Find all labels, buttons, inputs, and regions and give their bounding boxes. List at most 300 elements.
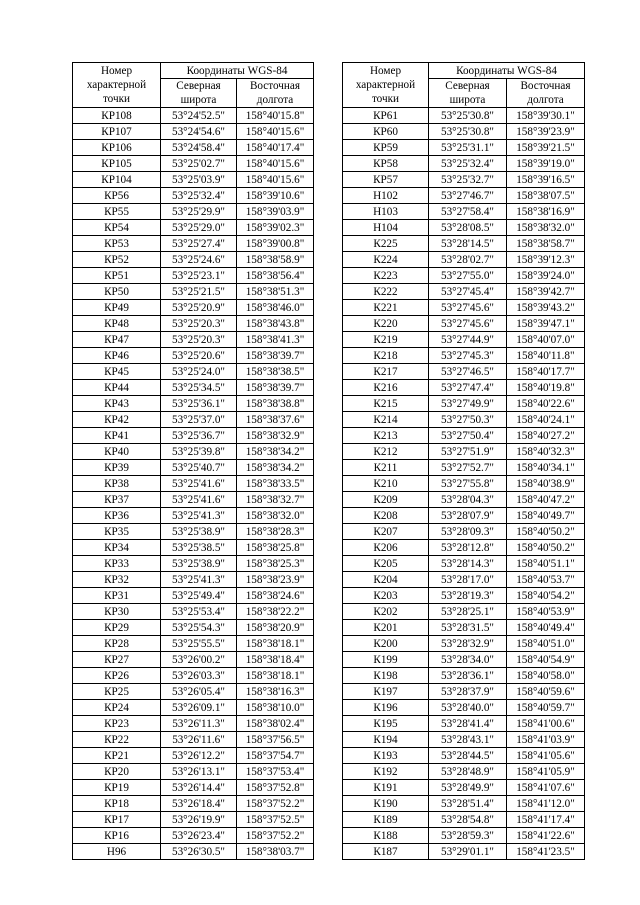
latitude-cell: 53°29'01.1" — [429, 844, 507, 860]
point-id-cell: КР27 — [73, 652, 161, 668]
longitude-cell: 158°39'24.0" — [507, 268, 585, 284]
table-row — [73, 604, 314, 620]
latitude-cell: 53°25'37.0" — [161, 412, 237, 428]
point-id-cell: КР31 — [73, 588, 161, 604]
longitude-cell: 158°40'58.0" — [507, 668, 585, 684]
table-row — [73, 572, 314, 588]
point-id-cell: КР48 — [73, 316, 161, 332]
latitude-cell: 53°28'14.5" — [429, 236, 507, 252]
latitude-cell: 53°28'12.8" — [429, 540, 507, 556]
point-id-cell: К196 — [343, 700, 429, 716]
latitude-cell: 53°28'02.7" — [429, 252, 507, 268]
longitude-cell: 158°41'05.9" — [507, 764, 585, 780]
longitude-cell: 158°40'15.8" — [237, 108, 314, 124]
table-row — [73, 716, 314, 732]
longitude-cell: 158°37'54.7" — [237, 748, 314, 764]
point-id-cell: КР30 — [73, 604, 161, 620]
longitude-cell: 158°38'46.0" — [237, 300, 314, 316]
longitude-cell: 158°41'23.5" — [507, 844, 585, 860]
longitude-cell: 158°38'58.9" — [237, 252, 314, 268]
point-id-cell: К204 — [343, 572, 429, 588]
latitude-cell: 53°28'36.1" — [429, 668, 507, 684]
latitude-cell: 53°25'36.1" — [161, 396, 237, 412]
point-id-cell: КР37 — [73, 492, 161, 508]
latitude-cell: 53°28'09.3" — [429, 524, 507, 540]
table-row — [343, 300, 585, 316]
longitude-cell: 158°40'50.2" — [507, 540, 585, 556]
longitude-cell: 158°40'49.7" — [507, 508, 585, 524]
point-id-cell: КР53 — [73, 236, 161, 252]
longitude-cell: 158°39'21.5" — [507, 140, 585, 156]
table-row — [343, 428, 585, 444]
point-id-cell: К216 — [343, 380, 429, 396]
point-id-cell: К187 — [343, 844, 429, 860]
coordinates-table-right — [342, 62, 585, 860]
longitude-cell: 158°38'02.4" — [237, 716, 314, 732]
table-row — [73, 204, 314, 220]
point-id-cell: КР23 — [73, 716, 161, 732]
longitude-cell: 158°38'34.2" — [237, 444, 314, 460]
table-row — [343, 844, 585, 860]
latitude-cell: 53°27'45.6" — [429, 300, 507, 316]
table-row — [343, 748, 585, 764]
longitude-cell: 158°38'37.6" — [237, 412, 314, 428]
longitude-cell: 158°40'27.2" — [507, 428, 585, 444]
point-id-cell: К197 — [343, 684, 429, 700]
point-id-cell: К189 — [343, 812, 429, 828]
point-id-cell: К199 — [343, 652, 429, 668]
latitude-cell: 53°28'32.9" — [429, 636, 507, 652]
table-row — [73, 172, 314, 188]
table-row — [343, 524, 585, 540]
latitude-cell: 53°28'04.3" — [429, 492, 507, 508]
table-row — [343, 508, 585, 524]
latitude-cell: 53°28'34.0" — [429, 652, 507, 668]
longitude-cell: 158°38'22.2" — [237, 604, 314, 620]
longitude-cell: 158°37'56.5" — [237, 732, 314, 748]
point-id-cell: К205 — [343, 556, 429, 572]
table-row — [73, 108, 314, 124]
table-row — [343, 188, 585, 204]
table-row — [343, 252, 585, 268]
table-row — [73, 844, 314, 860]
longitude-cell: 158°40'51.0" — [507, 636, 585, 652]
latitude-cell: 53°28'37.9" — [429, 684, 507, 700]
point-id-cell: К198 — [343, 668, 429, 684]
longitude-cell: 158°38'32.0" — [237, 508, 314, 524]
latitude-cell: 53°25'34.5" — [161, 380, 237, 396]
longitude-cell: 158°41'22.6" — [507, 828, 585, 844]
point-id-cell: КР52 — [73, 252, 161, 268]
point-id-cell: К214 — [343, 412, 429, 428]
longitude-cell: 158°38'32.9" — [237, 428, 314, 444]
table-row — [73, 780, 314, 796]
point-id-cell: КР47 — [73, 332, 161, 348]
point-id-cell: КР34 — [73, 540, 161, 556]
point-id-cell: К201 — [343, 620, 429, 636]
table-row — [73, 348, 314, 364]
point-id-cell: КР35 — [73, 524, 161, 540]
point-id-cell: КР20 — [73, 764, 161, 780]
point-id-cell: КР32 — [73, 572, 161, 588]
point-id-cell: КР106 — [73, 140, 161, 156]
latitude-cell: 53°25'41.3" — [161, 572, 237, 588]
longitude-cell: 158°40'47.2" — [507, 492, 585, 508]
table-row — [73, 732, 314, 748]
latitude-cell: 53°27'49.9" — [429, 396, 507, 412]
longitude-cell: 158°41'03.9" — [507, 732, 585, 748]
latitude-cell: 53°28'07.9" — [429, 508, 507, 524]
latitude-cell: 53°27'55.8" — [429, 476, 507, 492]
point-id-cell: К191 — [343, 780, 429, 796]
latitude-cell: 53°27'46.7" — [429, 188, 507, 204]
latitude-cell: 53°27'45.6" — [429, 316, 507, 332]
latitude-cell: 53°26'11.3" — [161, 716, 237, 732]
latitude-cell: 53°25'20.6" — [161, 348, 237, 364]
latitude-cell: 53°28'44.5" — [429, 748, 507, 764]
longitude-cell: 158°41'17.4" — [507, 812, 585, 828]
point-id-cell: К219 — [343, 332, 429, 348]
longitude-cell: 158°40'15.6" — [237, 172, 314, 188]
point-id-cell: К203 — [343, 588, 429, 604]
point-id-cell: К215 — [343, 396, 429, 412]
longitude-cell: 158°39'19.0" — [507, 156, 585, 172]
point-id-cell: К213 — [343, 428, 429, 444]
table-row — [73, 364, 314, 380]
longitude-cell: 158°38'32.7" — [237, 492, 314, 508]
table-row — [343, 780, 585, 796]
point-id-cell: К220 — [343, 316, 429, 332]
point-id-cell: КР56 — [73, 188, 161, 204]
longitude-cell: 158°38'25.3" — [237, 556, 314, 572]
latitude-cell: 53°28'40.0" — [429, 700, 507, 716]
table-row — [343, 796, 585, 812]
point-id-cell: К190 — [343, 796, 429, 812]
table-body-left — [73, 108, 314, 860]
table-row — [73, 460, 314, 476]
table-row — [343, 268, 585, 284]
longitude-cell: 158°38'51.3" — [237, 284, 314, 300]
point-id-cell: Н103 — [343, 204, 429, 220]
longitude-cell: 158°40'24.1" — [507, 412, 585, 428]
longitude-cell: 158°41'05.6" — [507, 748, 585, 764]
latitude-cell: 53°25'20.3" — [161, 316, 237, 332]
point-id-cell: К193 — [343, 748, 429, 764]
latitude-cell: 53°28'41.4" — [429, 716, 507, 732]
table-row — [343, 444, 585, 460]
longitude-cell: 158°39'23.9" — [507, 124, 585, 140]
longitude-cell: 158°40'54.2" — [507, 588, 585, 604]
point-id-cell: КР22 — [73, 732, 161, 748]
longitude-cell: 158°39'47.1" — [507, 316, 585, 332]
latitude-cell: 53°26'03.3" — [161, 668, 237, 684]
longitude-cell: 158°40'50.2" — [507, 524, 585, 540]
latitude-cell: 53°28'48.9" — [429, 764, 507, 780]
point-id-cell: К206 — [343, 540, 429, 556]
latitude-cell: 53°28'25.1" — [429, 604, 507, 620]
latitude-cell: 53°27'46.5" — [429, 364, 507, 380]
latitude-cell: 53°25'36.7" — [161, 428, 237, 444]
point-id-cell: КР104 — [73, 172, 161, 188]
latitude-cell: 53°26'13.1" — [161, 764, 237, 780]
point-id-cell: К217 — [343, 364, 429, 380]
latitude-cell: 53°28'14.3" — [429, 556, 507, 572]
table-row — [343, 460, 585, 476]
latitude-cell: 53°25'41.3" — [161, 508, 237, 524]
longitude-cell: 158°38'20.9" — [237, 620, 314, 636]
header-lon: Восточная долгота — [507, 79, 585, 108]
latitude-cell: 53°24'54.6" — [161, 124, 237, 140]
latitude-cell: 53°25'31.1" — [429, 140, 507, 156]
table-row — [73, 668, 314, 684]
table-row — [73, 300, 314, 316]
latitude-cell: 53°26'14.4" — [161, 780, 237, 796]
longitude-cell: 158°38'24.6" — [237, 588, 314, 604]
longitude-cell: 158°40'54.9" — [507, 652, 585, 668]
longitude-cell: 158°37'52.2" — [237, 828, 314, 844]
table-row — [73, 524, 314, 540]
longitude-cell: 158°38'32.0" — [507, 220, 585, 236]
point-id-cell: К210 — [343, 476, 429, 492]
longitude-cell: 158°37'52.2" — [237, 796, 314, 812]
latitude-cell: 53°25'38.9" — [161, 524, 237, 540]
point-id-cell: К225 — [343, 236, 429, 252]
table-row — [73, 316, 314, 332]
point-id-cell: КР29 — [73, 620, 161, 636]
table-row — [343, 684, 585, 700]
latitude-cell: 53°28'51.4" — [429, 796, 507, 812]
longitude-cell: 158°38'39.7" — [237, 380, 314, 396]
longitude-cell: 158°38'41.3" — [237, 332, 314, 348]
table-row — [73, 684, 314, 700]
latitude-cell: 53°26'00.2" — [161, 652, 237, 668]
longitude-cell: 158°40'34.1" — [507, 460, 585, 476]
longitude-cell: 158°38'39.7" — [237, 348, 314, 364]
table-body-right — [343, 108, 585, 860]
table-row — [73, 268, 314, 284]
latitude-cell: 53°26'18.4" — [161, 796, 237, 812]
latitude-cell: 53°27'45.4" — [429, 284, 507, 300]
table-row — [343, 364, 585, 380]
point-id-cell: К195 — [343, 716, 429, 732]
point-id-cell: КР38 — [73, 476, 161, 492]
latitude-cell: 53°25'38.5" — [161, 540, 237, 556]
table-row — [73, 124, 314, 140]
table-row — [343, 764, 585, 780]
latitude-cell: 53°25'30.8" — [429, 108, 507, 124]
point-id-cell: КР43 — [73, 396, 161, 412]
longitude-cell: 158°39'30.1" — [507, 108, 585, 124]
point-id-cell: КР58 — [343, 156, 429, 172]
latitude-cell: 53°28'08.5" — [429, 220, 507, 236]
table-row — [343, 716, 585, 732]
longitude-cell: 158°38'38.8" — [237, 396, 314, 412]
latitude-cell: 53°27'55.0" — [429, 268, 507, 284]
longitude-cell: 158°38'38.5" — [237, 364, 314, 380]
longitude-cell: 158°39'12.3" — [507, 252, 585, 268]
longitude-cell: 158°40'59.6" — [507, 684, 585, 700]
longitude-cell: 158°40'38.9" — [507, 476, 585, 492]
longitude-cell: 158°38'18.1" — [237, 636, 314, 652]
longitude-cell: 158°37'52.5" — [237, 812, 314, 828]
point-id-cell: КР45 — [73, 364, 161, 380]
table-row — [73, 476, 314, 492]
latitude-cell: 53°28'59.3" — [429, 828, 507, 844]
latitude-cell: 53°25'29.0" — [161, 220, 237, 236]
point-id-cell: КР16 — [73, 828, 161, 844]
longitude-cell: 158°41'07.6" — [507, 780, 585, 796]
point-id-cell: К208 — [343, 508, 429, 524]
latitude-cell: 53°26'12.2" — [161, 748, 237, 764]
point-id-cell: К200 — [343, 636, 429, 652]
latitude-cell: 53°27'52.7" — [429, 460, 507, 476]
point-id-cell: КР59 — [343, 140, 429, 156]
table-row — [73, 188, 314, 204]
table-row — [343, 332, 585, 348]
latitude-cell: 53°25'41.6" — [161, 492, 237, 508]
header-point: Номер характерной точки — [73, 63, 161, 108]
point-id-cell: К188 — [343, 828, 429, 844]
table-row — [73, 748, 314, 764]
point-id-cell: КР36 — [73, 508, 161, 524]
longitude-cell: 158°39'43.2" — [507, 300, 585, 316]
latitude-cell: 53°24'52.5" — [161, 108, 237, 124]
longitude-cell: 158°38'28.3" — [237, 524, 314, 540]
point-id-cell: Н102 — [343, 188, 429, 204]
coordinates-table-left — [72, 62, 314, 860]
point-id-cell: КР107 — [73, 124, 161, 140]
point-id-cell: КР26 — [73, 668, 161, 684]
latitude-cell: 53°27'50.4" — [429, 428, 507, 444]
latitude-cell: 53°28'49.9" — [429, 780, 507, 796]
latitude-cell: 53°28'17.0" — [429, 572, 507, 588]
table-row — [343, 284, 585, 300]
table-row — [343, 380, 585, 396]
longitude-cell: 158°38'25.8" — [237, 540, 314, 556]
latitude-cell: 53°25'55.5" — [161, 636, 237, 652]
latitude-cell: 53°25'38.9" — [161, 556, 237, 572]
longitude-cell: 158°38'23.9" — [237, 572, 314, 588]
point-id-cell: КР41 — [73, 428, 161, 444]
point-id-cell: КР46 — [73, 348, 161, 364]
table-row — [343, 124, 585, 140]
latitude-cell: 53°25'02.7" — [161, 156, 237, 172]
point-id-cell: КР108 — [73, 108, 161, 124]
point-id-cell: КР42 — [73, 412, 161, 428]
latitude-cell: 53°28'43.1" — [429, 732, 507, 748]
longitude-cell: 158°38'16.9" — [507, 204, 585, 220]
longitude-cell: 158°38'56.4" — [237, 268, 314, 284]
longitude-cell: 158°40'07.0" — [507, 332, 585, 348]
table-row — [73, 140, 314, 156]
point-id-cell: КР55 — [73, 204, 161, 220]
table-row — [343, 700, 585, 716]
point-id-cell: КР61 — [343, 108, 429, 124]
header-point: Номер характерной точки — [343, 63, 429, 108]
table-row — [73, 620, 314, 636]
header-coords: Координаты WGS-84 — [161, 63, 314, 79]
point-id-cell: КР17 — [73, 812, 161, 828]
latitude-cell: 53°26'09.1" — [161, 700, 237, 716]
longitude-cell: 158°40'19.8" — [507, 380, 585, 396]
point-id-cell: К209 — [343, 492, 429, 508]
table-row — [343, 812, 585, 828]
longitude-cell: 158°38'18.4" — [237, 652, 314, 668]
table-row — [73, 636, 314, 652]
point-id-cell: К192 — [343, 764, 429, 780]
latitude-cell: 53°25'27.4" — [161, 236, 237, 252]
point-id-cell: КР50 — [73, 284, 161, 300]
longitude-cell: 158°40'17.4" — [237, 140, 314, 156]
table-row — [343, 348, 585, 364]
longitude-cell: 158°38'16.3" — [237, 684, 314, 700]
point-id-cell: К224 — [343, 252, 429, 268]
point-id-cell: К211 — [343, 460, 429, 476]
latitude-cell: 53°25'30.8" — [429, 124, 507, 140]
table-row — [73, 588, 314, 604]
point-id-cell: К202 — [343, 604, 429, 620]
point-id-cell: КР49 — [73, 300, 161, 316]
latitude-cell: 53°25'40.7" — [161, 460, 237, 476]
table-row — [343, 668, 585, 684]
point-id-cell: КР57 — [343, 172, 429, 188]
point-id-cell: КР19 — [73, 780, 161, 796]
latitude-cell: 53°26'19.9" — [161, 812, 237, 828]
latitude-cell: 53°26'23.4" — [161, 828, 237, 844]
latitude-cell: 53°25'49.4" — [161, 588, 237, 604]
table-row — [343, 156, 585, 172]
table-row — [343, 588, 585, 604]
longitude-cell: 158°40'17.7" — [507, 364, 585, 380]
latitude-cell: 53°25'32.4" — [161, 188, 237, 204]
point-id-cell: КР28 — [73, 636, 161, 652]
table-row — [73, 796, 314, 812]
table-row — [73, 540, 314, 556]
longitude-cell: 158°38'43.8" — [237, 316, 314, 332]
longitude-cell: 158°39'03.9" — [237, 204, 314, 220]
table-row — [343, 636, 585, 652]
header-lat: Северная широта — [429, 79, 507, 108]
longitude-cell: 158°38'18.1" — [237, 668, 314, 684]
longitude-cell: 158°40'51.1" — [507, 556, 585, 572]
table-row — [343, 476, 585, 492]
table-row — [343, 652, 585, 668]
table-row — [343, 396, 585, 412]
table-row — [73, 556, 314, 572]
point-id-cell: КР24 — [73, 700, 161, 716]
latitude-cell: 53°25'39.8" — [161, 444, 237, 460]
latitude-cell: 53°24'58.4" — [161, 140, 237, 156]
latitude-cell: 53°25'32.4" — [429, 156, 507, 172]
latitude-cell: 53°25'20.3" — [161, 332, 237, 348]
longitude-cell: 158°38'03.7" — [237, 844, 314, 860]
longitude-cell: 158°39'02.3" — [237, 220, 314, 236]
longitude-cell: 158°37'53.4" — [237, 764, 314, 780]
table-row — [73, 812, 314, 828]
table-row — [343, 572, 585, 588]
longitude-cell: 158°41'12.0" — [507, 796, 585, 812]
table-row — [343, 492, 585, 508]
longitude-cell: 158°40'49.4" — [507, 620, 585, 636]
latitude-cell: 53°25'24.6" — [161, 252, 237, 268]
header-lat: Северная широта — [161, 79, 237, 108]
table-row — [73, 492, 314, 508]
longitude-cell: 158°40'11.8" — [507, 348, 585, 364]
latitude-cell: 53°25'41.6" — [161, 476, 237, 492]
table-row — [73, 220, 314, 236]
point-id-cell: Н104 — [343, 220, 429, 236]
table-row — [73, 156, 314, 172]
